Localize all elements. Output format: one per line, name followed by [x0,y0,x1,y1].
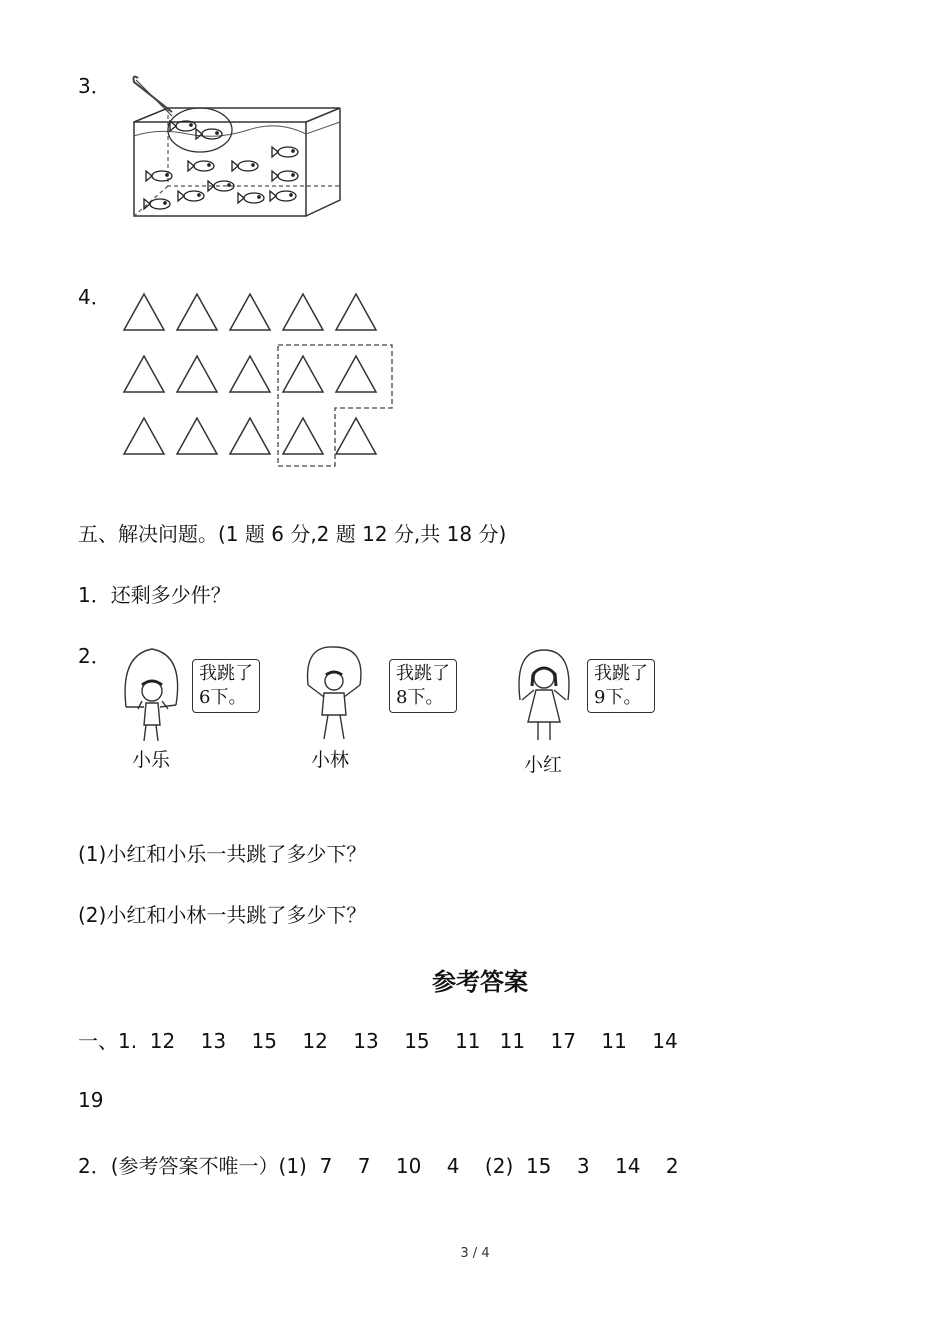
q4-number: 4． [78,285,111,309]
section5-q2-number: 2． [78,644,111,668]
kid-xiaole-speech [192,659,260,713]
answers-title: 参考答案 [432,968,528,996]
q3-number: 3． [78,74,111,98]
kid-xiaohong-speech [587,659,655,713]
kid-xiaolin-name: 小林 [311,749,350,771]
section5-sub2: (2)小红和小林一共跳了多少下？ [78,903,367,927]
kid-xiaohong-speech-line2: 9下。 [594,687,642,708]
page-number: 3 / 4 [460,1246,490,1261]
kid-xiaohong-name: 小红 [524,754,563,776]
kid-xiaohong-speech-line1: 我跳了 [594,663,648,684]
answers-line1: 一、1. 12 13 15 12 13 15 11 11 17 11 14 [78,1029,678,1053]
kid-xiaole-name: 小乐 [132,749,171,771]
triangle-grid [120,288,420,478]
section5-q1: 1．还剩多少件？ [78,583,231,607]
kid-xiaolin-speech [389,659,457,713]
kid-xiaole-speech-line1: 我跳了 [199,663,253,684]
kid-xiaolin-figure [300,645,370,745]
answers-line2: 19 [78,1088,104,1112]
section5-sub1: (1)小红和小乐一共跳了多少下？ [78,842,367,866]
answers-line3: 2．(参考答案不唯一）(1) 7 7 10 4 (2) 15 3 14 2 [78,1154,679,1178]
section5-heading: 五、解决问题。(1 题 6 分,2 题 12 分,共 18 分) [78,522,507,546]
kid-xiaohong-figure [512,648,582,748]
kid-xiaolin-speech-line2: 8下。 [396,687,444,708]
kid-xiaole-speech-line2: 6下。 [199,687,247,708]
fish-tank-illustration [128,72,348,222]
kid-xiaole-figure [118,645,188,745]
kid-xiaolin-speech-line1: 我跳了 [396,663,450,684]
